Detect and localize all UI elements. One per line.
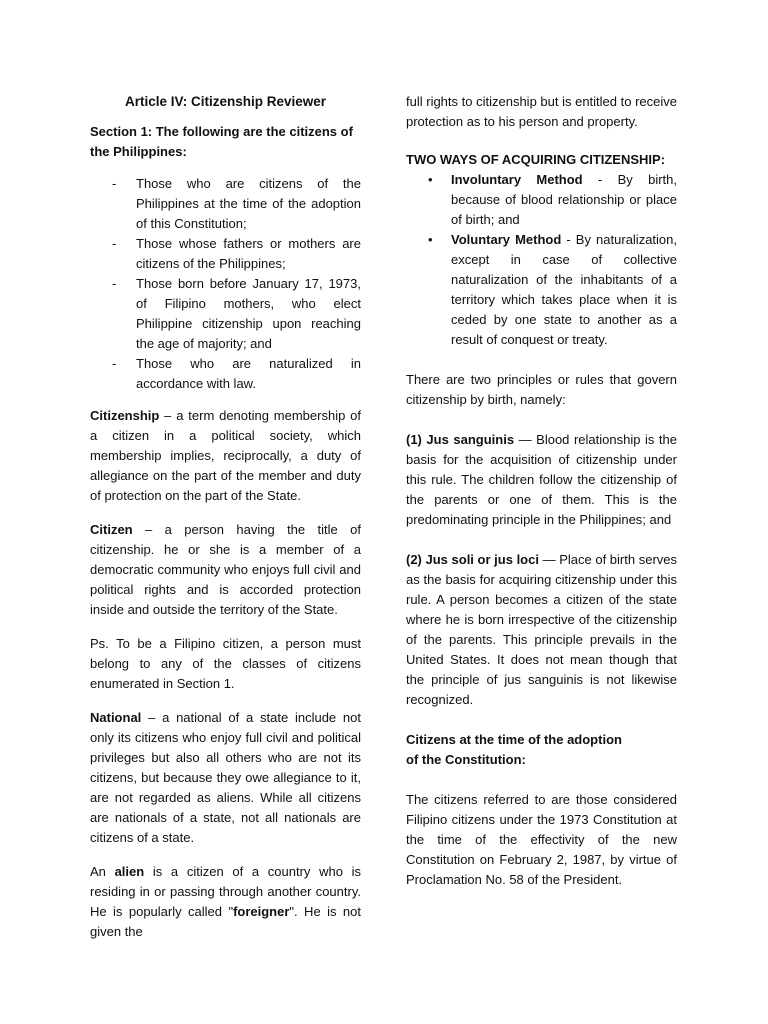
list-item — [406, 230, 677, 350]
adoption-heading-line2: of the Constitution: — [406, 752, 526, 767]
page-title: Article IV: Citizenship Reviewer — [124, 94, 327, 109]
left-column — [90, 92, 361, 956]
method-term: Involuntary Method — [451, 172, 583, 187]
ways-list — [406, 170, 677, 350]
list-item: - Those who are citizens of the Philippines at the time of the adoption of this Constitution; — [90, 174, 361, 234]
list-item: - Those who are naturalized in accordance with law. — [90, 354, 361, 394]
foreigner-term: foreigner — [233, 904, 290, 919]
section1-heading: Section 1: The following are the citizens of the Philippines: — [90, 124, 353, 159]
alien-mid: is a citizen of a country who is residing in or passing through another country. He is popularly called " — [90, 864, 361, 919]
national-term: National — [90, 710, 142, 725]
method-text: - By birth, because of blood relationship or place of birth; and — [451, 172, 677, 227]
list-item — [406, 170, 677, 230]
citizenship-term: Citizenship — [90, 408, 160, 423]
citizenship-definition — [90, 406, 361, 506]
citizenship-def-text: – a term denoting membership of a citizen in a political society, which membership implies, reciprocally, a duty of allegiance on the part of the member and duty of protection on the part of the State. — [90, 408, 361, 503]
citizen-def-text: – a person having the title of citizenship. he or she is a member of a democratic community who enjoys full civil and political rights and is accorded protection inside and outside the territory of the State. — [90, 522, 361, 617]
jus-sanguinis-term: (1) Jus sanguinis — [406, 432, 515, 447]
adoption-heading-line1: Citizens at the time of the adoption — [406, 732, 622, 747]
ps-note: Ps. To be a Filipino citizen, a person must belong to any of the classes of citizens enumerated in Section 1. — [90, 636, 361, 691]
alien-continued: full rights to citizenship but is entitled to receive protection as to his person and property. — [406, 94, 677, 129]
adoption-heading — [406, 730, 677, 770]
principles-intro: There are two principles or rules that govern citizenship by birth, namely: — [406, 372, 677, 407]
list-item: - Those born before January 17, 1973, of Filipino mothers, who elect Philippine citizenship upon reaching the age of majority; and — [90, 274, 361, 354]
ways-heading: TWO WAYS OF ACQUIRING CITIZENSHIP: — [406, 152, 666, 167]
alien-term: alien — [114, 864, 145, 879]
adoption-text: The citizens referred to are those considered Filipino citizens under the 1973 Constitution at the time of the effectivity of the new Constitution on February 2, 1987, by virtue of Proclamation No. 58 of the President. — [406, 792, 677, 887]
bullet-icon: • — [428, 172, 433, 187]
citizen-term: Citizen — [90, 522, 133, 537]
right-column — [406, 92, 677, 904]
alien-suffix: ". He is not given the — [90, 904, 361, 939]
national-def-text: – a national of a state include not only its citizens who enjoy full civil and political privileges but also all others who are not its citizens, but because they owe allegiance to it, are not regarded as aliens. While all citizens are nationals of a state, not all nationals are citizens of a state. — [90, 710, 361, 845]
jus-soli-def: — Place of birth serves as the basis for acquiring citizenship under this rule. A person becomes a citizen of the state where he is born irrespective of the citizenship of the parents. This principle prevails in the United States. It does not mean though that the principle of jus sanguinis is not likewise recognized. — [406, 552, 678, 707]
section1-list — [90, 174, 361, 394]
method-text: - By naturalization, except in case of collective naturalization of the inhabitants of a territory which takes place when it is ceded by one state to another as a result of conquest or treaty. — [451, 232, 678, 347]
national-definition — [90, 708, 361, 848]
alien-prefix: An — [90, 864, 115, 879]
method-term: Voluntary Method — [451, 232, 562, 247]
jus-soli-term: (2) Jus soli or jus loci — [406, 552, 539, 567]
list-item: - Those whose fathers or mothers are citizens of the Philippines; — [90, 234, 361, 274]
jus-sanguinis — [406, 430, 677, 530]
jus-soli — [406, 550, 677, 710]
citizen-definition — [90, 520, 361, 620]
jus-sanguinis-def: — Blood relationship is the basis for the acquisition of citizenship under this rule. The children follow the citizenship of the parents or one of them. This is the predominating principle in the Philippines; and — [406, 432, 677, 527]
alien-definition — [90, 862, 361, 942]
bullet-icon: • — [428, 232, 433, 247]
